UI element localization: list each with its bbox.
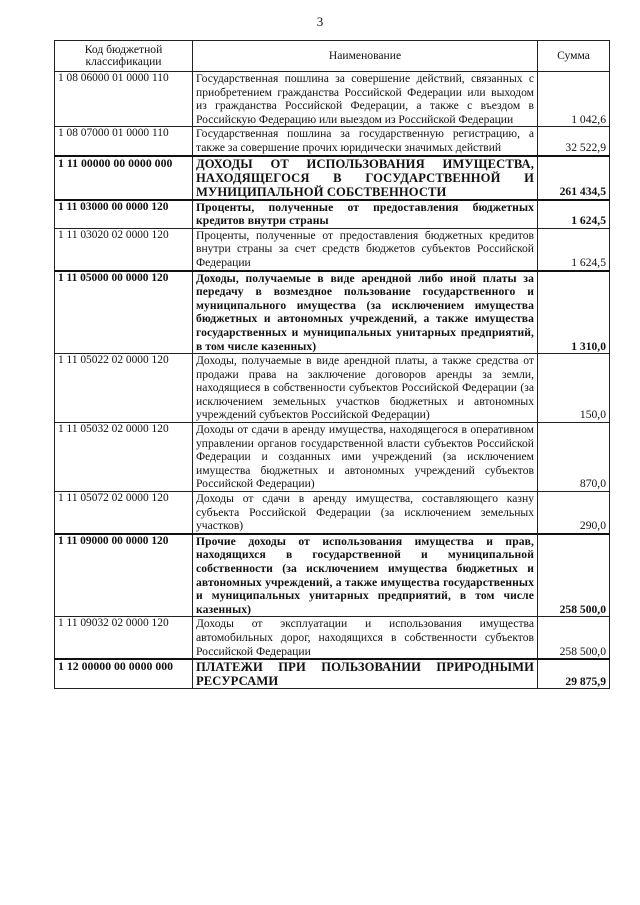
- row-code: 1 11 09000 00 0000 120: [55, 534, 193, 617]
- row-code: 1 11 09032 02 0000 120: [55, 617, 193, 659]
- table-row: [55, 534, 610, 617]
- row-sum: 1 042,6: [538, 72, 610, 127]
- table-row: [55, 127, 610, 156]
- row-name: ДОХОДЫ ОТ ИСПОЛЬЗОВАНИЯ ИМУЩЕСТВА, НАХОДЯЩЕГОСЯ В ГОСУДАРСТВЕННОЙ И МУНИЦИПАЛЬНОЙ СОБСТВЕННОСТИ: [193, 156, 538, 200]
- table-row: [55, 271, 610, 354]
- row-name: Проценты, полученные от предоставления бюджетных кредитов внутри страны: [193, 200, 538, 229]
- row-code: 1 11 03000 00 0000 120: [55, 200, 193, 229]
- table-row: [55, 156, 610, 200]
- header-name: Наименование: [193, 41, 538, 72]
- row-sum: 32 522,9: [538, 127, 610, 156]
- table-row: [55, 492, 610, 534]
- row-name: Доходы, получаемые в виде арендной либо иной платы за передачу в возмездное пользование государственного и муниципального имущества (за исключением имущества бюджетных и автономных учреждений, а также имущества государственных и муниципальных унитарных предприятий, в том числе казенных): [193, 271, 538, 354]
- row-sum: 870,0: [538, 423, 610, 492]
- row-code: 1 08 07000 01 0000 110: [55, 127, 193, 156]
- row-name: Доходы от сдачи в аренду имущества, находящегося в оперативном управлении органов государственной власти субъектов Российской Федерации и созданных ими учреждений (за исключением имущества бюджетных и автономных учреждений субъектов Российской Федерации): [193, 423, 538, 492]
- row-code: 1 12 00000 00 0000 000: [55, 659, 193, 689]
- row-sum: 150,0: [538, 354, 610, 423]
- row-sum: 1 310,0: [538, 271, 610, 354]
- budget-table: [54, 40, 610, 689]
- row-name: Государственная пошлина за государственную регистрацию, а также за совершение прочих юридически значимых действий: [193, 127, 538, 156]
- row-code: 1 11 00000 00 0000 000: [55, 156, 193, 200]
- row-name: Доходы от эксплуатации и использования имущества автомобильных дорог, находящихся в собственности субъектов Российской Федерации: [193, 617, 538, 659]
- row-code: 1 11 05032 02 0000 120: [55, 423, 193, 492]
- row-sum: 290,0: [538, 492, 610, 534]
- row-sum: 29 875,9: [538, 659, 610, 689]
- row-sum: 1 624,5: [538, 228, 610, 270]
- row-code: 1 11 05072 02 0000 120: [55, 492, 193, 534]
- row-name: Прочие доходы от использования имущества и прав, находящихся в государственной и муниципальной собственности (за исключением имущества бюджетных и автономных учреждений, а также имущества государственных и муниципальных унитарных предприятий, в том числе казенных): [193, 534, 538, 617]
- table-row: [55, 72, 610, 127]
- row-code: 1 11 05000 00 0000 120: [55, 271, 193, 354]
- table-row: [55, 617, 610, 659]
- table-row: [55, 228, 610, 270]
- row-code: 1 08 06000 01 0000 110: [55, 72, 193, 127]
- row-name: Доходы, получаемые в виде арендной платы, а также средства от продажи права на заключение договоров аренды за земли, находящиеся в собственности субъектов Российской Федерации (за исключением земельных участков бюджетных и автономных учреждений субъектов Российской Федерации): [193, 354, 538, 423]
- row-name: Государственная пошлина за совершение действий, связанных с приобретением гражданства Российской Федерации или выходом из гражданства Российской Федерации, а также с въездом в Российскую Федерацию или выездом из Российской Федерации: [193, 72, 538, 127]
- row-sum: 258 500,0: [538, 617, 610, 659]
- row-code: 1 11 05022 02 0000 120: [55, 354, 193, 423]
- row-code: 1 11 03020 02 0000 120: [55, 228, 193, 270]
- row-name: Доходы от сдачи в аренду имущества, составляющего казну субъекта Российской Федерации (за исключением земельных участков): [193, 492, 538, 534]
- row-sum: 261 434,5: [538, 156, 610, 200]
- table-row: [55, 200, 610, 229]
- table-row: [55, 659, 610, 689]
- row-sum: 258 500,0: [538, 534, 610, 617]
- page-number: 3: [316, 14, 324, 29]
- header-sum: Сумма: [538, 41, 610, 72]
- row-name: Проценты, полученные от предоставления бюджетных кредитов внутри страны за счет средств бюджетов субъектов Российской Федерации: [193, 228, 538, 270]
- table-header: [55, 41, 610, 72]
- table-row: [55, 354, 610, 423]
- row-name: ПЛАТЕЖИ ПРИ ПОЛЬЗОВАНИИ ПРИРОДНЫМИ РЕСУРСАМИ: [193, 659, 538, 689]
- row-sum: 1 624,5: [538, 200, 610, 229]
- header-code: Код бюджетной классификации: [55, 41, 193, 72]
- table-row: [55, 423, 610, 492]
